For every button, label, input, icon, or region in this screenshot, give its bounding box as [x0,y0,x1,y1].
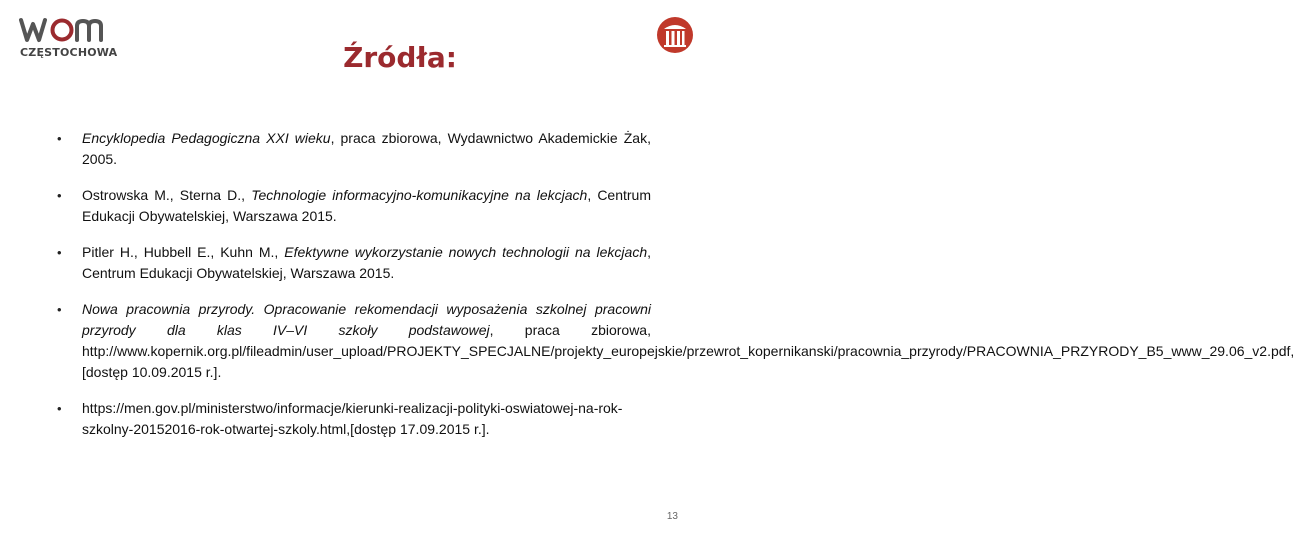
source-text: , praca zbiorowa, Wydawnictwo Akademickie Żak, 2005. [82,130,651,167]
source-item [57,299,1294,383]
source-item [57,398,651,440]
sources-list [57,128,1294,440]
bullet-icon: • [57,302,62,317]
wom-logo-subtext: CZĘSTOCHOWA [20,46,118,59]
page-number: 13 [666,511,678,522]
source-item [57,128,651,170]
source-text: Ostrowska M., Sterna D., [82,187,252,203]
bullet-icon: • [57,401,62,416]
bullet-icon: • [57,188,62,203]
bullet-icon: • [57,131,62,146]
page-title: Źródła: [343,41,457,74]
source-title: Technologie informacyjno-komunikacyjne na lekcjach [251,187,588,203]
source-title: Encyklopedia Pedagogiczna XXI wieku [82,130,331,146]
source-text: Pitler H., Hubbell E., Kuhn M., [82,244,285,260]
source-item [57,242,651,284]
source-item [57,185,651,227]
wom-wordmark [18,14,114,44]
source-title: Efektywne wykorzystanie nowych technologii na lekcjach [284,244,648,260]
source-title: Nowa pracownia przyrody. Opracowanie rekomendacji wyposażenia szkolnej pracowni przyrody dla klas IV–VI szkoły podstawowej [82,301,651,338]
source-text: , Centrum Edukacji Obywatelskiej, Warszawa 2015. [82,187,652,224]
source-text: https://men.gov.pl/ministerstwo/informacje/kierunki-realizacji-polityki-oswiatowej-na-rok-szkolny-20152016-rok-otwartej-szkoly.html,[dostęp 17.09.2015 r.]. [82,400,623,437]
bullet-icon: • [57,245,62,260]
source-text: , praca zbiorowa, http://www.kopernik.org.pl/fileadmin/user_upload/PROJEKTY_SPECJALNE/projekty_europejskie/przewrot_kopernikanski/pracownia_przyrody/PRACOWNIA_PRZYRODY_B5_www_29.06_v2.pdf, [dostęp 10.09.2015 r.]. [82,322,1294,380]
source-text: , Centrum Edukacji Obywatelskiej, Warszawa 2015. [82,244,651,281]
